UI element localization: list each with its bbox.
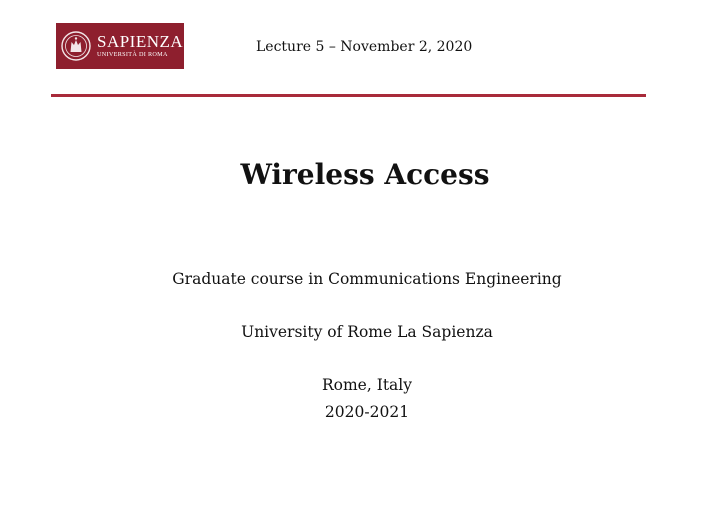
lecture-date: Lecture 5 – November 2, 2020 <box>256 39 473 55</box>
university-seal-icon <box>60 30 92 62</box>
university-name: University of Rome La Sapienza <box>241 323 493 341</box>
course-name: Graduate course in Communications Engineering <box>172 270 562 288</box>
header-divider <box>51 94 646 97</box>
document-title: Wireless Access <box>240 158 490 191</box>
logo-name: SAPIENZA <box>97 32 184 52</box>
logo-subtitle: UNIVERSITÀ DI ROMA <box>97 51 168 59</box>
logo-wordmark <box>97 33 183 58</box>
sapienza-logo <box>56 23 184 69</box>
academic-year: 2020-2021 <box>324 403 410 421</box>
location: Rome, Italy <box>321 376 413 394</box>
